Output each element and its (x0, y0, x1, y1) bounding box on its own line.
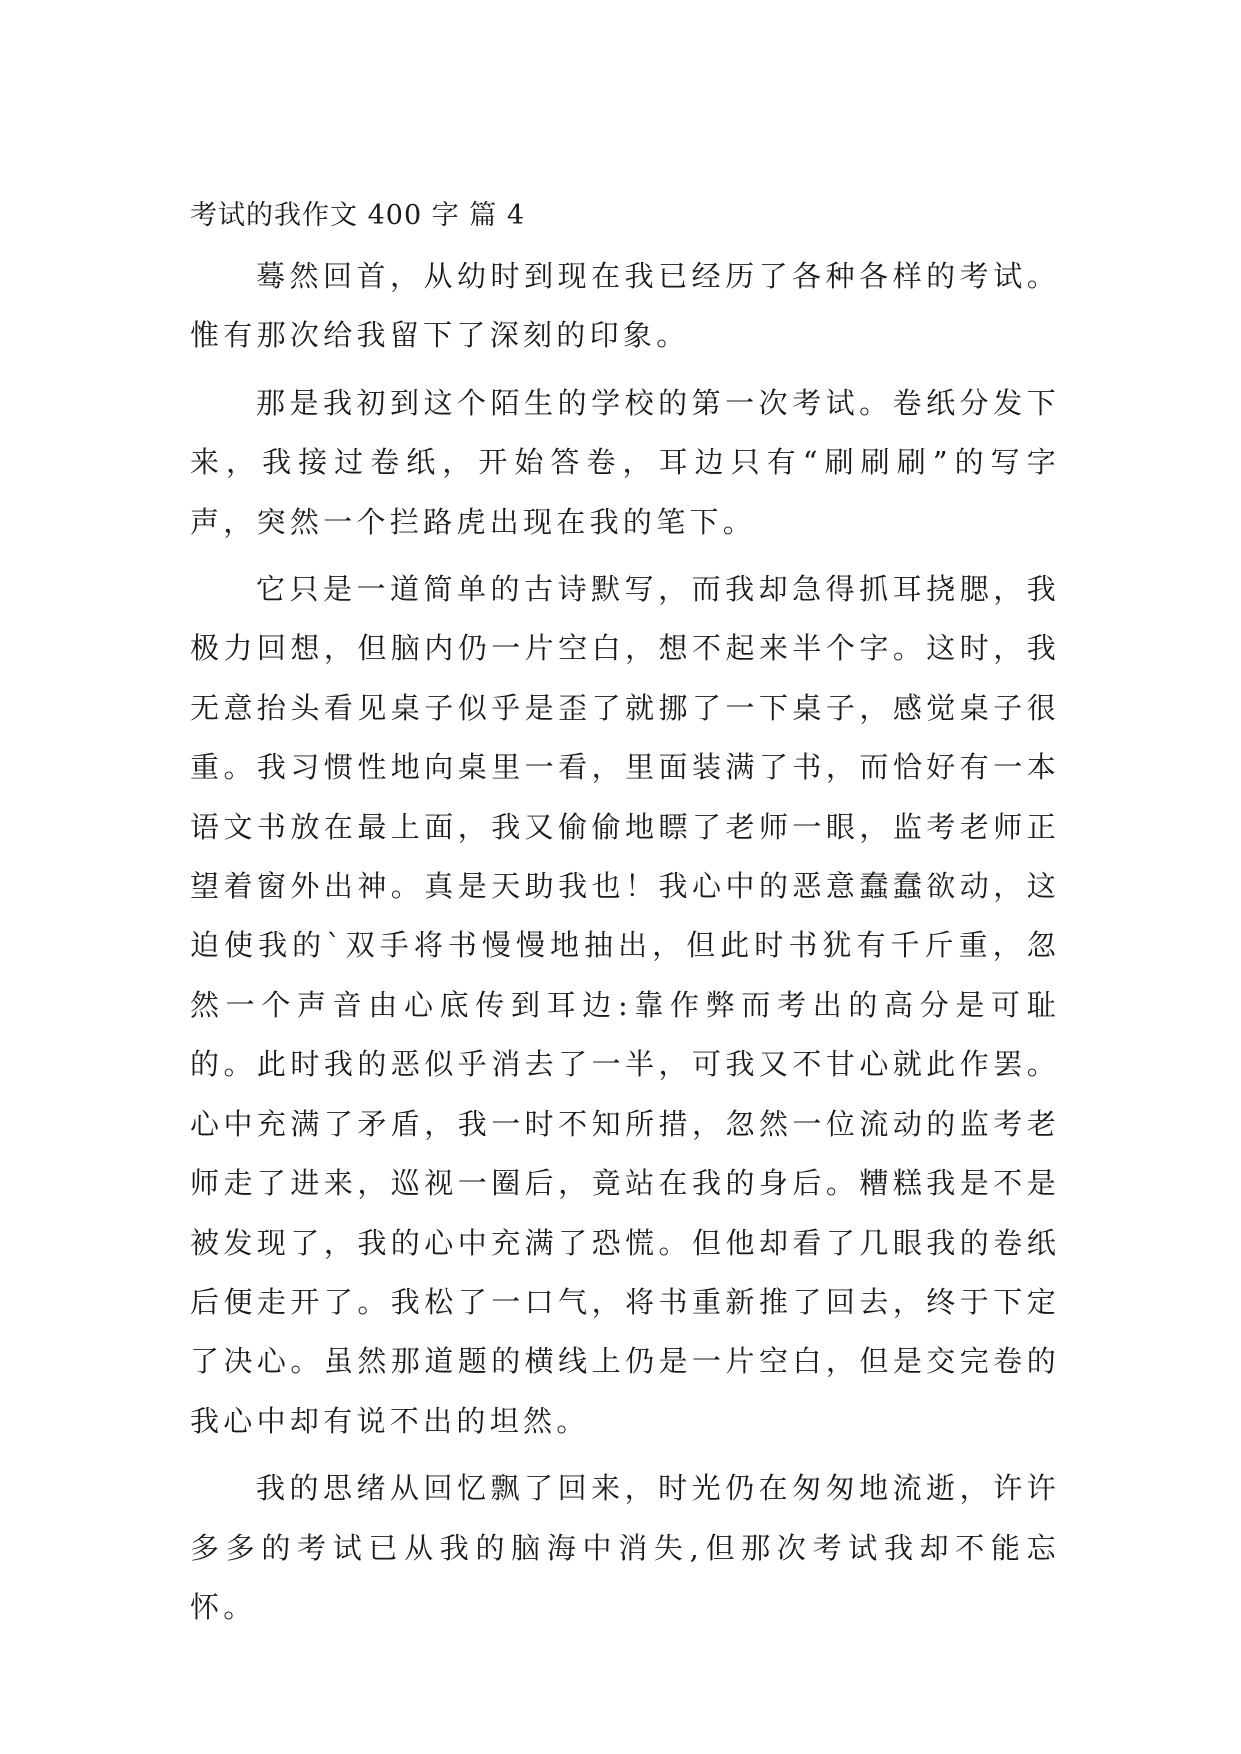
paragraph-1: 蓦然回首，从幼时到现在我已经历了各种各样的考试。惟有那次给我留下了深刻的印象。 (190, 259, 1060, 353)
paragraph-3: 它只是一道简单的古诗默写，而我却急得抓耳挠腮，我极力回想，但脑内仍一片空白，想不起来半个字。这时，我无意抬头看见桌子似乎是歪了就挪了一下桌子，感觉桌子很重。我习惯性地向桌里一看，里面装满了书，而恰好有一本语文书放在最上面，我又偷偷地瞟了老师一眼，监考老师正望着窗外出神。真是天助我也！我心中的恶意蠢蠢欲动，这迫使我的`双手将书慢慢地抽出，但此时书犹有千斤重，忽然一个声音由心底传到耳边:靠作弊而考出的高分是可耻的。此时我的恶似乎消去了一半，可我又不甘心就此作罢。心中充满了矛盾，我一时不知所措，忽然一位流动的监考老师走了进来，巡视一圈后，竟站在我的身后。糟糕我是不是被发现了，我的心中充满了恐慌。但他却看了几眼我的卷纸后便走开了。我松了一口气，将书重新推了回去，终于下定了决心。虽然那道题的横线上仍是一片空白，但是交完卷的我心中却有说不出的坦然。 (190, 572, 1060, 1438)
essay-title: 考试的我作文 400 字 篇 4 (190, 200, 526, 231)
essay-body (190, 247, 1060, 1645)
paragraph-4: 我的思绪从回忆飘了回来，时光仍在匆匆地流逝，许许多多的考试已从我的脑海中消失,但那次考试我却不能忘怀。 (190, 1471, 1060, 1624)
paragraph-2: 那是我初到这个陌生的学校的第一次考试。卷纸分发下来，我接过卷纸，开始答卷，耳边只有“刷刷刷”的写字声，突然一个拦路虎出现在我的笔下。 (190, 385, 1060, 539)
